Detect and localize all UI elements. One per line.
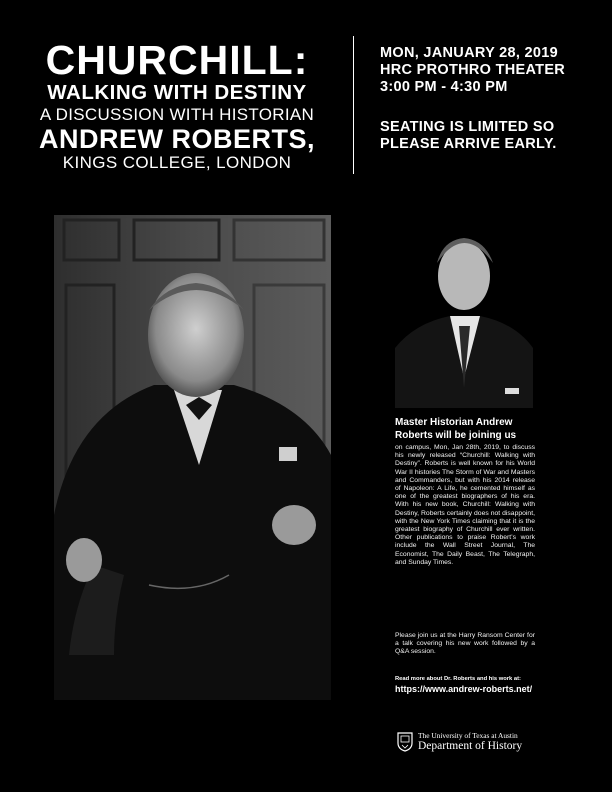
seating-notice: [380, 119, 557, 153]
event-time: 3:00 PM - 4:30 PM: [380, 79, 508, 95]
seating-line2: PLEASE ARRIVE EARLY.: [380, 136, 557, 152]
ut-seal-icon: [397, 732, 413, 752]
bio-body: on campus, Mon, Jan 28th, 2019, to discuss his newly released “Churchill: Walking with Destiny”. Roberts is well known for his World War II histories The Storm of War and Masters and Commanders, but with his 2014 release of Napoleon: A Life, he cemented himself as one of the greatest biographers of his era. With his new book, Churchill: Walking with Destiny, Roberts certainly does not disappoint, with the New York Times claiming that it is the greatest biography of Churchill ever written. Other publications to praise Robert’s work include the Wall Street Journal, The Economist, The Daily Beast, The Telegraph, and Sunday Times.: [395, 444, 535, 566]
roberts-portrait: [395, 218, 533, 408]
title-churchill: CHURCHILL:: [45, 37, 309, 83]
department-name: Department of History: [418, 740, 523, 752]
event-location: HRC PROTHRO THEATER: [380, 62, 566, 78]
title-subtitle: WALKING WITH DESTINY: [47, 81, 307, 104]
seating-line1: SEATING IS LIMITED SO: [380, 119, 555, 135]
title-speaker-name: ANDREW ROBERTS,: [39, 124, 315, 154]
event-details: [380, 45, 565, 96]
header-divider: [353, 36, 354, 174]
university-name: The University of Texas at Austin: [418, 731, 518, 740]
website-link[interactable]: https://www.andrew-roberts.net/: [395, 684, 533, 694]
title-discussion: A DISCUSSION WITH HISTORIAN: [39, 105, 315, 124]
bio-heading: Master Historian Andrew Roberts will be joining us: [395, 417, 517, 441]
churchill-portrait: [54, 215, 331, 700]
bio-invite: Please join us at the Harry Ransom Center for a talk covering his new work followed by a Q&A session.: [395, 632, 535, 656]
event-date: MON, JANUARY 28, 2019: [380, 45, 558, 61]
title-affiliation: KINGS COLLEGE, LONDON: [62, 153, 292, 172]
read-more-label: Read more about Dr. Roberts and his work at:: [395, 676, 521, 682]
